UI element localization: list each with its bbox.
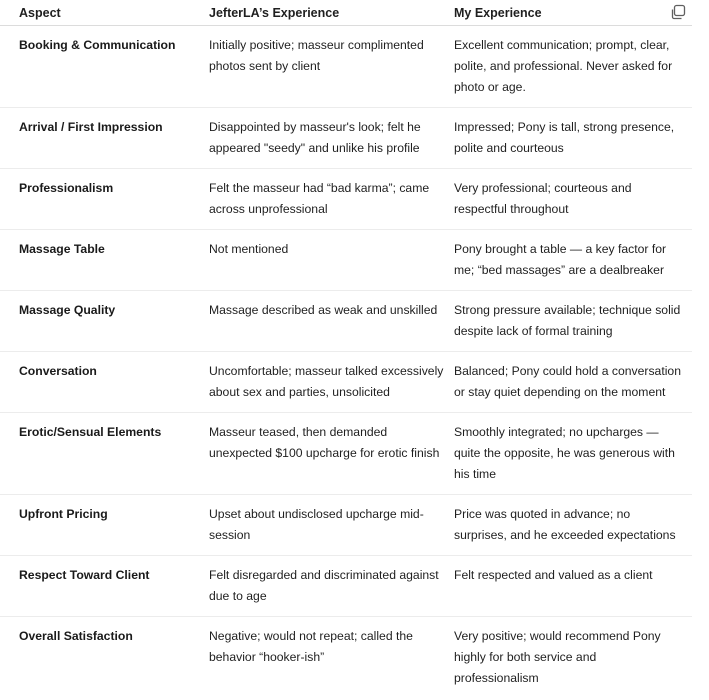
cell-aspect: Massage Quality (0, 291, 209, 352)
table-row (0, 230, 692, 291)
table-row (0, 556, 692, 617)
cell-aspect: Booking & Communication (0, 26, 209, 108)
header-jefter-experience: JefterLA’s Experience (209, 0, 454, 26)
cell-aspect: Arrival / First Impression (0, 108, 209, 169)
cell-mine: Smoothly integrated; no upcharges — quite the opposite, he was generous with his time (454, 413, 692, 495)
cell-mine: Pony brought a table — a key factor for me; “bed massages” are a dealbreaker (454, 230, 692, 291)
copy-table-button[interactable] (669, 3, 687, 21)
cell-aspect: Overall Satisfaction (19, 629, 133, 643)
table-row (0, 495, 692, 556)
cell-aspect: Massage Table (0, 230, 209, 291)
table-row (0, 617, 692, 699)
cell-aspect: Professionalism (0, 169, 209, 230)
cell-mine: Balanced; Pony could hold a conversation or stay quiet depending on the moment (454, 352, 692, 413)
cell-mine: Price was quoted in advance; no surprises, and he exceeded expectations (454, 495, 692, 556)
cell-mine: Very professional; courteous and respectful throughout (454, 169, 692, 230)
cell-mine: Impressed; Pony is tall, strong presence, polite and courteous (454, 108, 692, 169)
table-row (0, 291, 692, 352)
cell-aspect: Upfront Pricing (0, 495, 209, 556)
cell-aspect: Conversation (0, 352, 209, 413)
cell-jefter: Upset about undisclosed upcharge mid-session (209, 495, 454, 556)
cell-jefter: Uncomfortable; masseur talked excessively about sex and parties, unsolicited (209, 352, 454, 413)
cell-mine: Felt respected and valued as a client (454, 556, 692, 617)
cell-jefter: Initially positive; masseur complimented photos sent by client (209, 26, 454, 108)
table-row (0, 26, 692, 108)
cell-mine: Very positive; would recommend Pony highly for both service and professionalism (454, 629, 661, 685)
cell-aspect: Respect Toward Client (0, 556, 209, 617)
cell-jefter: Disappointed by masseur's look; felt he appeared "seedy" and unlike his profile (209, 108, 454, 169)
table-row (0, 352, 692, 413)
cell-jefter: Felt disregarded and discriminated against due to age (209, 556, 454, 617)
cell-jefter: Negative; would not repeat; called the behavior “hooker-ish” (209, 629, 413, 664)
table-row (0, 169, 692, 230)
header-aspect: Aspect (0, 0, 209, 26)
cell-jefter: Masseur teased, then demanded unexpected $100 upcharge for erotic finish (209, 413, 454, 495)
table-row (0, 108, 692, 169)
cell-mine: Strong pressure available; technique solid despite lack of formal training (454, 291, 692, 352)
header-my-experience: My Experience (454, 0, 692, 26)
cell-mine: Excellent communication; prompt, clear, polite, and professional. Never asked for photo or age. (454, 26, 692, 108)
cell-jefter: Massage described as weak and unskilled (209, 291, 454, 352)
cell-aspect: Erotic/Sensual Elements (0, 413, 209, 495)
table-row (0, 413, 692, 495)
table-header-row (0, 0, 692, 26)
copy-icon (669, 3, 687, 21)
cell-jefter: Not mentioned (209, 230, 454, 291)
cell-jefter: Felt the masseur had “bad karma”; came across unprofessional (209, 169, 454, 230)
